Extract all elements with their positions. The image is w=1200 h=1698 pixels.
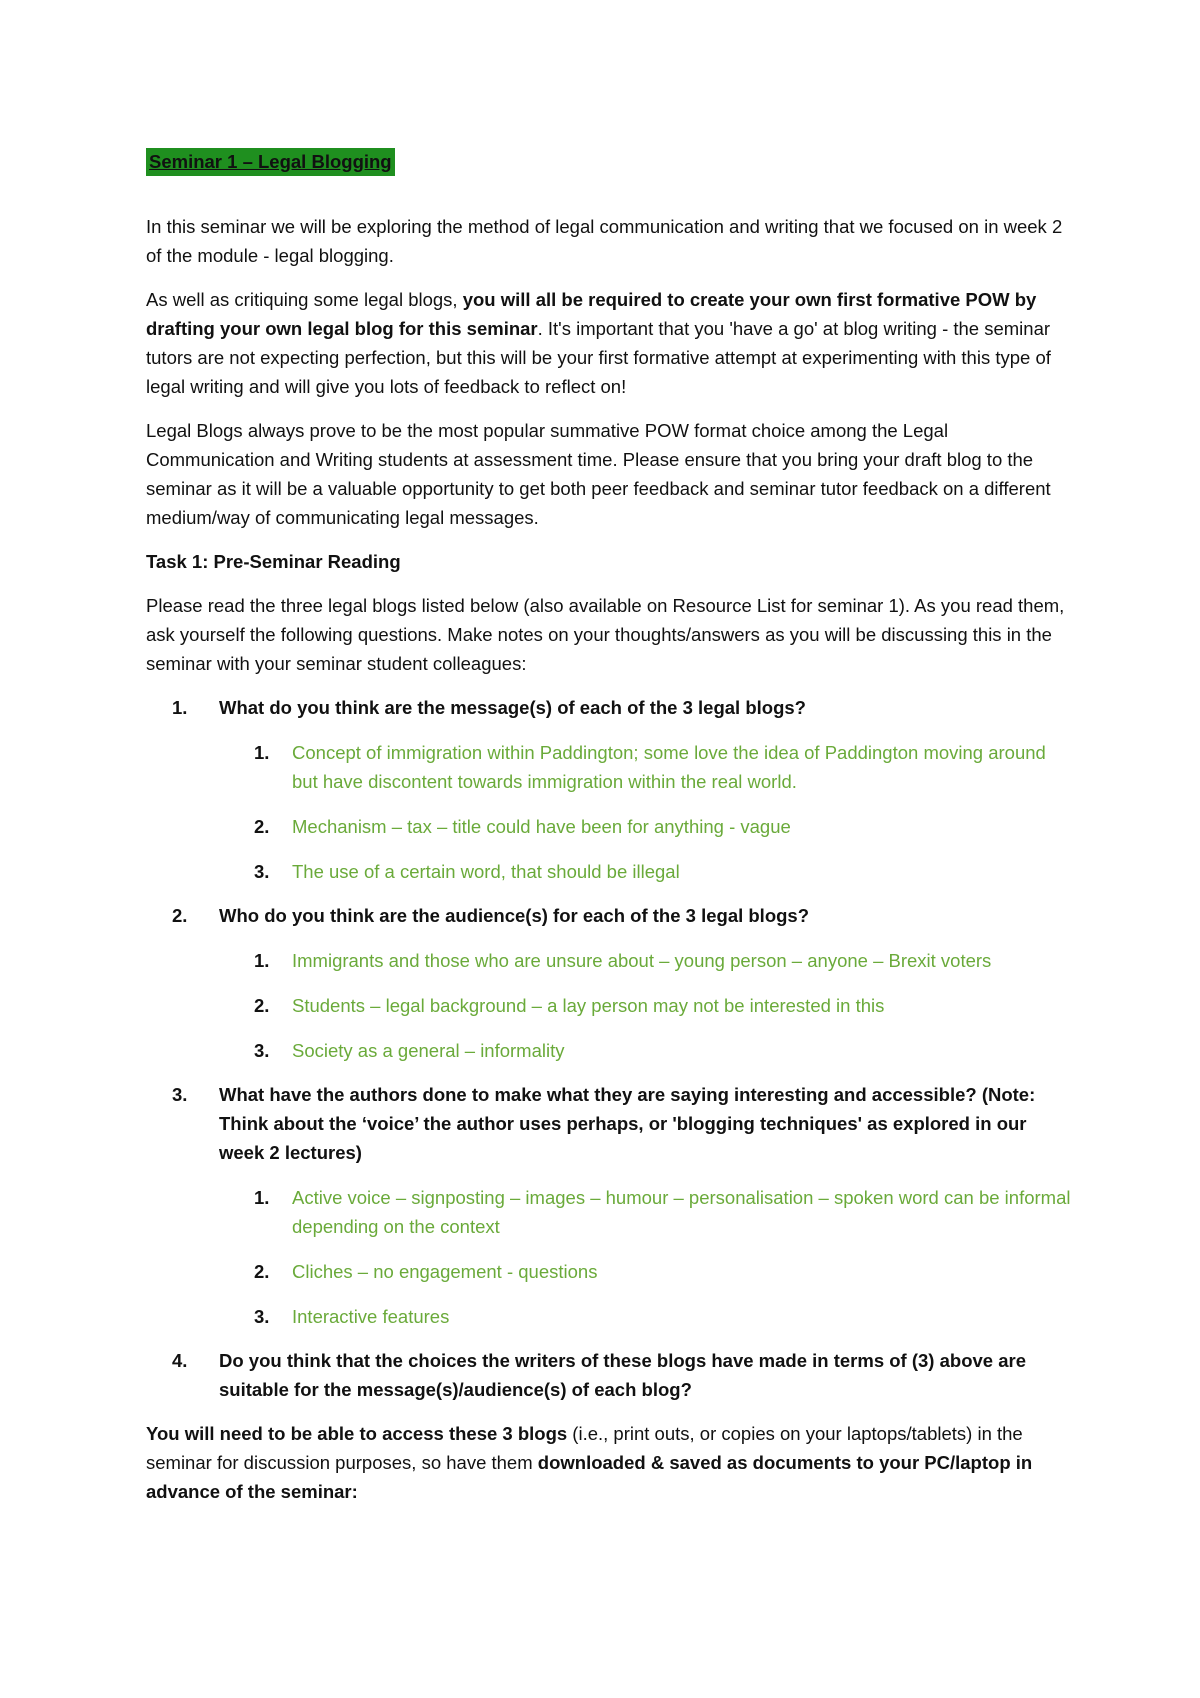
- answer-item: [219, 812, 1076, 841]
- question-list: [146, 693, 1076, 1404]
- answer-number: 3.: [254, 1306, 270, 1327]
- closing-text: (i.e., print outs, or copies on your laptops/tablets) in the seminar for discussion purposes, so have them: [146, 1423, 1023, 1473]
- answer-item: [219, 1036, 1076, 1065]
- answer-item: [219, 738, 1076, 796]
- answer-text: Concept of immigration within Paddington; some love the idea of Paddington moving around but have discontent towards immigration within the real world.: [292, 742, 1046, 792]
- answer-list: [219, 946, 1076, 1065]
- answer-text: Students – legal background – a lay person may not be interested in this: [292, 995, 885, 1016]
- answer-list: [219, 738, 1076, 886]
- answer-number: 1.: [254, 742, 270, 763]
- answer-text: Interactive features: [292, 1306, 450, 1327]
- answer-number: 1.: [254, 1187, 270, 1208]
- answer-number: 2.: [254, 1261, 270, 1282]
- question-item: [146, 1080, 1076, 1331]
- task1-intro: Please read the three legal blogs listed below (also available on Resource List for seminar 1). As you read them, ask yourself the following questions. Make notes on your thoughts/answers as you will be discussing this in the seminar with your seminar student colleagues:: [146, 595, 1065, 674]
- task1-heading: Task 1: Pre-Seminar Reading: [146, 551, 401, 572]
- answer-item: [219, 1183, 1076, 1241]
- document-page: [146, 148, 1076, 1521]
- requirements-text-1: As well as critiquing some legal blogs,: [146, 289, 463, 310]
- answer-number: 2.: [254, 995, 270, 1016]
- question-number: 2.: [172, 905, 188, 926]
- answer-number: 2.: [254, 816, 270, 837]
- closing-bold-text-1: You will need to be able to access these 3 blogs: [146, 1423, 568, 1444]
- requirements-bold-text: you will all be required to create your own first formative POW by drafting your own legal blog for this seminar: [146, 289, 1037, 339]
- answer-text: Mechanism – tax – title could have been for anything - vague: [292, 816, 791, 837]
- answer-number: 1.: [254, 950, 270, 971]
- answer-text: Immigrants and those who are unsure about – young person – anyone – Brexit voters: [292, 950, 992, 971]
- question-item: [146, 1346, 1076, 1404]
- question-text: Do you think that the choices the writers of these blogs have made in terms of (3) above are suitable for the message(s)/audience(s) of each blog?: [219, 1350, 1026, 1400]
- question-text: What do you think are the message(s) of each of the 3 legal blogs?: [219, 697, 806, 718]
- answer-text: Cliches – no engagement - questions: [292, 1261, 598, 1282]
- question-number: 4.: [172, 1350, 188, 1371]
- seminar-title: Seminar 1 – Legal Blogging: [146, 148, 395, 176]
- question-text: Who do you think are the audience(s) for each of the 3 legal blogs?: [219, 905, 810, 926]
- answer-number: 3.: [254, 1040, 270, 1061]
- question-number: 3.: [172, 1084, 188, 1105]
- answer-text: Active voice – signposting – images – humour – personalisation – spoken word can be informal depending on the context: [292, 1187, 1071, 1237]
- requirements-paragraph: [146, 285, 1076, 401]
- question-text: What have the authors done to make what they are saying interesting and accessible? (Note: Think about the ‘voice’ the author uses perhaps, or 'blogging techniques' as explored in our week 2 lectures): [219, 1084, 1036, 1163]
- answer-text: The use of a certain word, that should be illegal: [292, 861, 680, 882]
- answer-list: [219, 1183, 1076, 1331]
- answer-number: 3.: [254, 861, 270, 882]
- closing-bold-text-2: downloaded & saved as documents to your PC/laptop in advance of the seminar:: [146, 1452, 1033, 1502]
- answer-text: Society as a general – informality: [292, 1040, 565, 1061]
- answer-item: [219, 1257, 1076, 1286]
- answer-item: [219, 857, 1076, 886]
- closing-paragraph: [146, 1419, 1076, 1506]
- answer-item: [219, 991, 1076, 1020]
- intro-paragraph: In this seminar we will be exploring the method of legal communication and writing that we focused on in week 2 of the module - legal blogging.: [146, 216, 1063, 266]
- requirements-text-2: . It's important that you 'have a go' at blog writing - the seminar tutors are not expecting perfection, but this will be your first formative attempt at experimenting with this type of legal writing and will give you lots of feedback to reflect on!: [146, 318, 1051, 397]
- question-number: 1.: [172, 697, 188, 718]
- answer-item: [219, 1302, 1076, 1331]
- answer-item: [219, 946, 1076, 975]
- question-item: [146, 901, 1076, 1065]
- legal-blogs-paragraph: Legal Blogs always prove to be the most popular summative POW format choice among the Legal Communication and Writing students at assessment time. Please ensure that you bring your draft blog to the seminar as it will be a valuable opportunity to get both peer feedback and seminar tutor feedback on a different medium/way of communicating legal messages.: [146, 420, 1051, 528]
- question-item: [146, 693, 1076, 886]
